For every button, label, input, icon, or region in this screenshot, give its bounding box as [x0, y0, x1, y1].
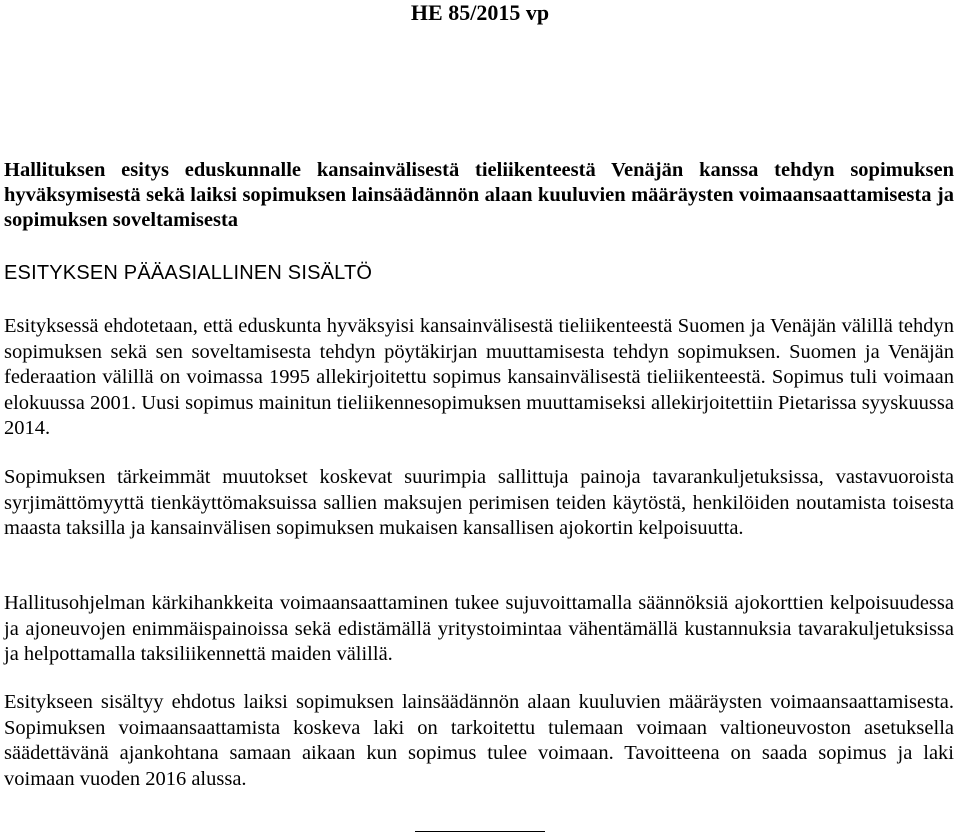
paragraph-3: Hallitusohjelman kärkihankkeita voimaansaattaminen tukee sujuvoittamalla säännöksiä ajokorttien kelpoisuudessa ja ajoneuvojen enimmäispainoissa sekä edistämällä yritystoimintaa vähentämällä kustannuksia tavarakuljetuksissa ja helpottamalla taksiliikennettä maiden välillä.	[4, 592, 954, 666]
document-id-header: HE 85/2015 vp	[410, 0, 550, 25]
section-heading: ESITYKSEN PÄÄASIALLINEN SISÄLTÖ	[4, 262, 373, 284]
document-title: Hallituksen esitys eduskunnalle kansainvälisestä tieliikenteestä Venäjän kanssa tehdyn sopimuksen hyväksymisestä sekä laiksi sopimuksen lainsäädännön alaan kuuluvien määräysten voimaansaattamisesta ja sopimuksen soveltamisesta	[4, 159, 954, 231]
paragraph-2: Sopimuksen tärkeimmät muutokset koskevat suurimpia sallittuja painoja tavarankuljetuksissa, vastavuoroista syrjimättömyyttä tienkäyttömaksuissa sallien maksujen perimisen teiden käytöstä, henkilöiden noutamista toisesta maasta taksilla ja kansainvälisen sopimuksen mukaisen kansallisen ajokortin kelpoisuutta.	[4, 466, 954, 540]
paragraph-1: Esityksessä ehdotetaan, että eduskunta hyväksyisi kansainvälisestä tieliikenteestä Suomen ja Venäjän välillä tehdyn sopimuksen sekä sen soveltamisesta tehdyn pöytäkirjan muuttamisesta tehdyn sopimuksen. Suomen ja Venäjän federaation välillä on voimassa 1995 allekirjoitettu sopimus kansainvälisestä tieliikenteestä. Sopimus tuli voimaan elokuussa 2001. Uusi sopimus mainitun tieliikennesopimuksen muuttamiseksi allekirjoitettiin Pietarissa syyskuussa 2014.	[4, 315, 954, 440]
paragraph-4: Esitykseen sisältyy ehdotus laiksi sopimuksen lainsäädännön alaan kuuluvien määräysten voimaansaattamisesta. Sopimuksen voimaansaattamista koskeva laki on tarkoitettu tulemaan voimaan valtioneuvoston asetuksella säädettävänä ajankohtana samaan aikaan kun sopimus tulee voimaan. Tavoitteena on saada sopimus ja laki voimaan vuoden 2016 alussa.	[4, 691, 954, 790]
